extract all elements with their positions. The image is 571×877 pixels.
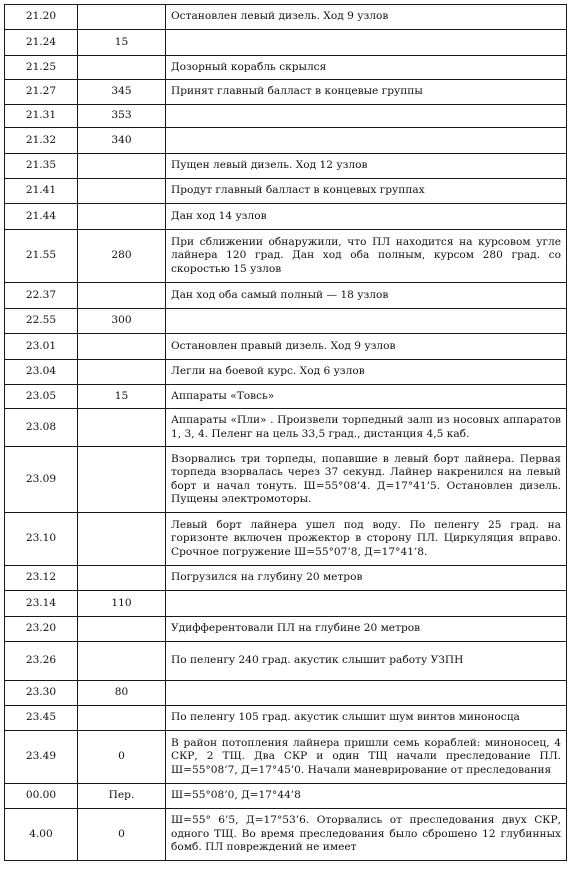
time-cell: 21.20 xyxy=(5,5,78,30)
time-cell: 23.10 xyxy=(5,513,78,566)
event-cell: Аппараты «Товсь» xyxy=(166,385,567,409)
table-row xyxy=(5,80,567,105)
time-cell: 23.04 xyxy=(5,360,78,385)
table-row xyxy=(5,309,567,334)
time-cell: 00.00 xyxy=(5,784,78,809)
table-row xyxy=(5,283,567,309)
course-cell: 0 xyxy=(78,809,166,861)
course-cell xyxy=(78,642,166,681)
course-cell xyxy=(78,204,166,230)
time-cell: 23.12 xyxy=(5,566,78,591)
time-cell: 22.37 xyxy=(5,283,78,309)
course-cell xyxy=(78,334,166,360)
event-cell: По пеленгу 105 град. акустик слышит шум винтов миноносца xyxy=(166,706,567,731)
event-cell: Левый борт лайнера ушел под воду. По пеленгу 25 град. на горизонте включен прожектор в сторону ПЛ. Циркуляция вправо. Срочное погружение Ш=55°07’8, Д=17°41’8. xyxy=(166,513,567,566)
table-row xyxy=(5,385,567,409)
table-row xyxy=(5,617,567,642)
table-row xyxy=(5,56,567,80)
course-cell: 340 xyxy=(78,128,166,154)
time-cell: 23.14 xyxy=(5,591,78,617)
time-cell: 23.45 xyxy=(5,706,78,731)
table-row xyxy=(5,179,567,204)
time-cell: 21.35 xyxy=(5,154,78,179)
event-cell: Ш=55°08’0, Д=17°44’8 xyxy=(166,784,567,809)
table-row xyxy=(5,784,567,809)
table-row xyxy=(5,513,567,566)
event-cell: Дан ход 14 узлов xyxy=(166,204,567,230)
course-cell: 300 xyxy=(78,309,166,334)
table-row xyxy=(5,642,567,681)
event-cell: Остановлен левый дизель. Ход 9 узлов xyxy=(166,5,567,30)
course-cell xyxy=(78,409,166,447)
table-row xyxy=(5,128,567,154)
time-cell: 23.01 xyxy=(5,334,78,360)
event-cell: Дан ход оба самый полный — 18 узлов xyxy=(166,283,567,309)
table-row xyxy=(5,105,567,128)
event-cell: Остановлен правый дизель. Ход 9 узлов xyxy=(166,334,567,360)
course-cell xyxy=(78,360,166,385)
time-cell: 23.05 xyxy=(5,385,78,409)
course-cell xyxy=(78,283,166,309)
time-cell: 21.24 xyxy=(5,30,78,56)
time-cell: 23.30 xyxy=(5,681,78,706)
table-row xyxy=(5,809,567,861)
table-row xyxy=(5,566,567,591)
time-cell: 21.44 xyxy=(5,204,78,230)
event-cell xyxy=(166,128,567,154)
table-row xyxy=(5,360,567,385)
table-row xyxy=(5,5,567,30)
submarine-log-table xyxy=(4,4,567,861)
course-cell: Пер. xyxy=(78,784,166,809)
event-cell: Погрузился на глубину 20 метров xyxy=(166,566,567,591)
course-cell: 0 xyxy=(78,731,166,784)
course-cell: 15 xyxy=(78,30,166,56)
event-cell: При сближении обнаружили, что ПЛ находится на курсовом угле лайнера 120 град. Дан ход оба полным, курсом 280 град. со скоростью 15 узлов xyxy=(166,230,567,283)
event-cell xyxy=(166,591,567,617)
course-cell xyxy=(78,154,166,179)
time-cell: 23.20 xyxy=(5,617,78,642)
course-cell xyxy=(78,617,166,642)
event-cell: По пеленгу 240 град. акустик слышит работу УЗПН xyxy=(166,642,567,681)
course-cell: 280 xyxy=(78,230,166,283)
table-row xyxy=(5,591,567,617)
time-cell: 22.55 xyxy=(5,309,78,334)
table-row xyxy=(5,230,567,283)
table-row xyxy=(5,681,567,706)
event-cell: Взорвались три торпеды, попавшие в левый борт лайнера. Первая торпеда взорвалась через 37 секунд. Лайнер накренился на левый борт и начал тонуть. Ш=55°08’4. Д=17°41’5. Остановлен дизель. Пущены электромоторы. xyxy=(166,447,567,513)
course-cell: 353 xyxy=(78,105,166,128)
time-cell: 21.31 xyxy=(5,105,78,128)
event-cell: Удифферентовали ПЛ на глубине 20 метров xyxy=(166,617,567,642)
time-cell: 23.09 xyxy=(5,447,78,513)
time-cell: 23.49 xyxy=(5,731,78,784)
time-cell: 21.25 xyxy=(5,56,78,80)
table-row xyxy=(5,447,567,513)
course-cell xyxy=(78,566,166,591)
event-cell: В район потопления лайнера пришли семь кораблей: миноносец, 4 СКР, 2 ТЩ. Два СКР и один ТЩ начали преследование ПЛ. Ш=55°08’7, Д=17°45’0. Начали маневрирование от преследования xyxy=(166,731,567,784)
time-cell: 4.00 xyxy=(5,809,78,861)
log-table-body xyxy=(5,5,567,861)
event-cell: Принят главный балласт в концевые группы xyxy=(166,80,567,105)
course-cell xyxy=(78,5,166,30)
event-cell: Ш=55° 6’5, Д=17°53’6. Оторвались от преследования двух СКР, одного ТЩ. Во время преследования было сброшено 12 глубинных бомб. ПЛ повреждений не имеет xyxy=(166,809,567,861)
event-cell xyxy=(166,30,567,56)
course-cell: 110 xyxy=(78,591,166,617)
event-cell: Пущен левый дизель. Ход 12 узлов xyxy=(166,154,567,179)
table-row xyxy=(5,204,567,230)
course-cell xyxy=(78,56,166,80)
table-row xyxy=(5,731,567,784)
event-cell xyxy=(166,309,567,334)
course-cell xyxy=(78,179,166,204)
course-cell: 15 xyxy=(78,385,166,409)
event-cell: Продут главный балласт в концевых группах xyxy=(166,179,567,204)
event-cell xyxy=(166,105,567,128)
table-row xyxy=(5,409,567,447)
event-cell: Аппараты «Пли» . Произвели торпедный залп из носовых аппаратов 1, 3, 4. Пеленг на цель 33,5 град., дистанция 4,5 каб. xyxy=(166,409,567,447)
time-cell: 21.41 xyxy=(5,179,78,204)
course-cell xyxy=(78,447,166,513)
course-cell xyxy=(78,513,166,566)
table-row xyxy=(5,30,567,56)
course-cell: 80 xyxy=(78,681,166,706)
time-cell: 23.26 xyxy=(5,642,78,681)
event-cell: Легли на боевой курс. Ход 6 узлов xyxy=(166,360,567,385)
time-cell: 21.27 xyxy=(5,80,78,105)
table-row xyxy=(5,706,567,731)
time-cell: 23.08 xyxy=(5,409,78,447)
course-cell xyxy=(78,706,166,731)
table-row xyxy=(5,334,567,360)
time-cell: 21.55 xyxy=(5,230,78,283)
course-cell: 345 xyxy=(78,80,166,105)
event-cell: Дозорный корабль скрылся xyxy=(166,56,567,80)
table-row xyxy=(5,154,567,179)
event-cell xyxy=(166,681,567,706)
time-cell: 21.32 xyxy=(5,128,78,154)
